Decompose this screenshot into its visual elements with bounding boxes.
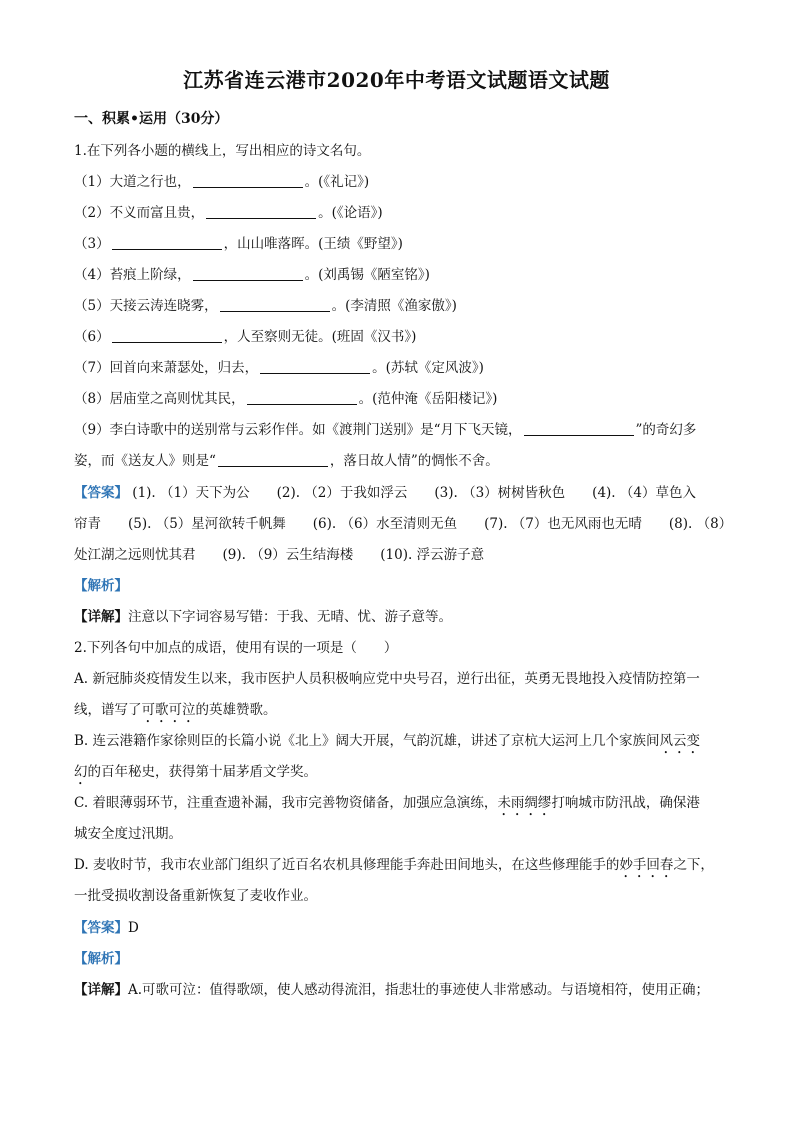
answer-blank xyxy=(206,204,316,219)
page-title: 江苏省连云港市2020年中考语文试题语文试题 xyxy=(183,68,610,92)
dotted-idiom: 风云变 xyxy=(659,733,701,749)
answer-blank xyxy=(218,452,328,467)
q2-analysis-tag: 【解析】 xyxy=(74,951,128,967)
q1-item-6: （6） ，人至察则无徒。(班固《汉书》) xyxy=(74,329,417,345)
q2-option-c-line-2: 城安全度过汛期。 xyxy=(74,826,182,842)
dotted-idiom: 妙手回春 xyxy=(619,857,674,873)
q1-item-1: （1）大道之行也， 。(《礼记》) xyxy=(74,174,370,190)
q2-detail: 【详解】A.可歌可泣：值得歌颂，使人感动得流泪，指悲壮的事迹使人非常感动。与语境相符，使用正确； xyxy=(74,982,710,998)
q2-option-a-line-1: A. 新冠肺炎疫情发生以来，我市医护人员积极响应党中央号召，逆行出征，英勇无畏地投入疫情防控第一 xyxy=(74,671,700,687)
q2-option-c-line-1: C. 着眼薄弱环节，注重查遗补漏，我市完善物资储备，加强应急演练，未雨绸缪打响城市防汛战，确保港 xyxy=(74,795,700,811)
q1-item-9-line-2: 姿，而《送友人》则是“ ，落日故人情”的惆怅不舍。 xyxy=(74,453,499,469)
q1-item-2: （2）不义而富且贵， 。(《论语》) xyxy=(74,205,383,221)
section-heading: 一、积累•运用（30分） xyxy=(74,111,229,127)
answer-blank xyxy=(260,359,370,374)
question-2-stem: 2.下列各句中加点的成语，使用有误的一项是（ ） xyxy=(74,640,398,656)
q1-item-5: （5）天接云涛连晓雾， 。(李清照《渔家傲》) xyxy=(74,298,457,314)
answer-blank xyxy=(112,328,222,343)
q1-answer-line-1: 【答案】 (1). （1）天下为公 (2). （2）于我如浮云 (3). （3）树树皆秋色 (4). （4）草色入 xyxy=(74,485,696,501)
answer-blank xyxy=(193,266,303,281)
dotted-idiom: 可歌可泣 xyxy=(141,702,196,718)
answer-blank xyxy=(524,421,634,436)
q1-answer-line-3: 处江湖之远则忧其君 (9). （9）云生结海楼 (10). 浮云游子意 xyxy=(74,547,485,563)
answer-blank xyxy=(112,235,222,250)
answer-blank xyxy=(220,297,330,312)
q1-item-7: （7）回首向来萧瑟处，归去， 。(苏轼《定风波》) xyxy=(74,360,484,376)
q1-item-8: （8）居庙堂之高则忧其民， 。(范仲淹《岳阳楼记》) xyxy=(74,391,498,407)
dotted-idiom: 未雨绸缪 xyxy=(497,795,552,811)
q1-detail: 【详解】注意以下字词容易写错：于我、无晴、忧、游子意等。 xyxy=(74,609,452,625)
q1-item-3: （3） ，山山唯落晖。(王绩《野望》) xyxy=(74,236,403,252)
q1-item-9-line-1: （9）李白诗歌中的送别常与云彩作伴。如《渡荆门送别》是“月下飞天镜， ”的奇幻多 xyxy=(74,422,697,438)
q1-answer-line-2: 帘青 (5). （5）星河欲转千帆舞 (6). （6）水至清则无鱼 (7). （7）也无风雨也无晴 (8). （8） xyxy=(74,516,733,532)
q1-item-4: （4）苔痕上阶绿， 。(刘禹锡《陋室铭》) xyxy=(74,267,430,283)
q2-answer: 【答案】D xyxy=(74,920,139,936)
q2-option-d-line-1: D. 麦收时节，我市农业部门组织了近百名农机具修理能手奔赴田间地头，在这些修理能手的妙手回春之下， xyxy=(74,857,714,873)
answer-tag: 【答案】 xyxy=(74,485,128,501)
answer-tag: 【答案】 xyxy=(74,920,128,936)
q2-option-d-line-2: 一批受损收割设备重新恢复了麦收作业。 xyxy=(74,888,317,904)
q2-option-a-line-2: 线，谱写了可歌可泣的英雄赞歌。 xyxy=(74,702,277,718)
q2-option-b-line-2: 幻的百年秘史，获得第十届茅盾文学奖。 xyxy=(74,764,317,780)
answer-blank xyxy=(247,390,357,405)
dotted-idiom: 幻 xyxy=(74,764,88,780)
q1-analysis-tag: 【解析】 xyxy=(74,578,128,594)
question-1-stem: 1.在下列各小题的横线上，写出相应的诗文名句。 xyxy=(74,143,371,159)
answer-blank xyxy=(193,173,303,188)
q2-option-b-line-1: B. 连云港籍作家徐则臣的长篇小说《北上》阔大开展，气韵沉雄，讲述了京杭大运河上几个家族间风云变 xyxy=(74,733,701,749)
